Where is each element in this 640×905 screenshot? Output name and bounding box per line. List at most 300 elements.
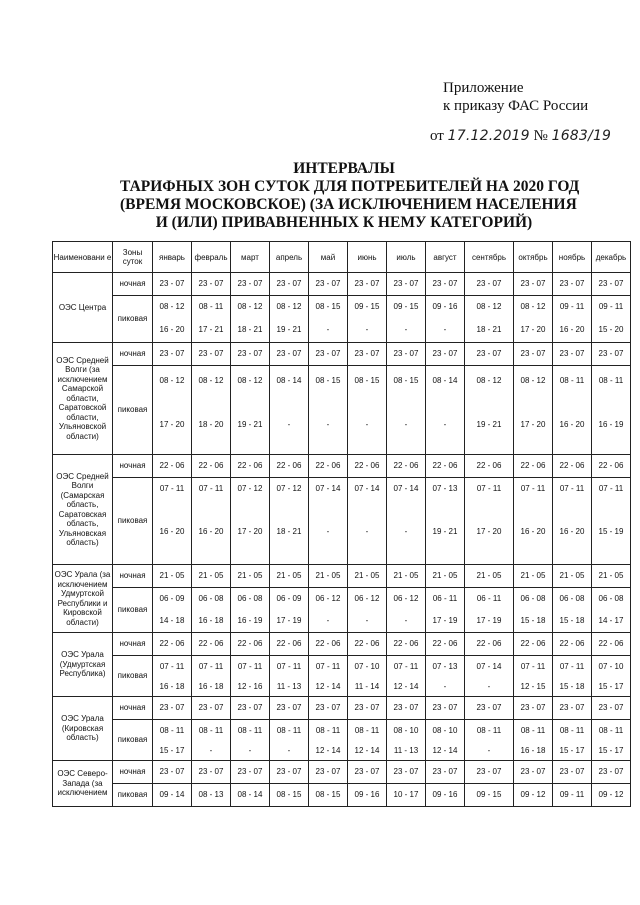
- order-prefix: от: [430, 128, 444, 144]
- month-cell: [426, 588, 465, 633]
- month-cell: 21 - 05: [231, 565, 270, 588]
- month-cell: 23 - 07: [387, 343, 426, 366]
- month-cell: [270, 720, 309, 761]
- title-line-4: И (ИЛИ) ПРИВАВНЕННЫХ К НЕМУ КАТЕГОРИЙ): [155, 214, 533, 231]
- month-cell: 08 - 14: [231, 784, 270, 807]
- title-line-1: ИНТЕРВАЛЫ: [293, 160, 395, 177]
- interval-value: -: [365, 616, 369, 625]
- month-cell: [553, 720, 592, 761]
- month-cell: 23 - 07: [309, 273, 348, 296]
- interval-value: -: [248, 745, 252, 755]
- month-cell: [192, 720, 231, 761]
- month-cell: 23 - 07: [553, 761, 592, 784]
- month-cell: 21 - 05: [270, 565, 309, 588]
- month-cell: [270, 656, 309, 697]
- month-cell: [465, 720, 514, 761]
- table-row: [53, 633, 631, 656]
- table-row: [53, 343, 631, 366]
- region-name: ОЭС Урала (Кировская область): [53, 697, 113, 761]
- interval-value: 17 - 19: [476, 616, 502, 625]
- interval-value: 08 - 10: [393, 725, 419, 735]
- region-name: ОЭС Средней Волги (за исключением Самарской области, Саратовской области, Ульяновской области): [53, 343, 113, 455]
- interval-value: 11 - 13: [276, 682, 302, 691]
- month-cell: 22 - 06: [553, 455, 592, 478]
- column-header: февраль: [192, 242, 231, 273]
- month-cell: 21 - 05: [465, 565, 514, 588]
- column-header: март: [231, 242, 270, 273]
- month-cell: 23 - 07: [514, 761, 553, 784]
- month-cell: [592, 366, 631, 455]
- zone-name: ночная: [113, 273, 153, 296]
- month-cell: [309, 366, 348, 455]
- month-cell: [592, 656, 631, 697]
- interval-value: 15 - 19: [598, 527, 624, 536]
- month-cell: 23 - 07: [553, 343, 592, 366]
- month-cell: 22 - 06: [514, 633, 553, 656]
- month-cell: [514, 720, 553, 761]
- month-cell: [348, 656, 387, 697]
- interval-value: 15 - 18: [559, 682, 585, 691]
- month-cell: [387, 478, 426, 565]
- interval-value: 16 - 19: [598, 420, 624, 429]
- column-header: август: [426, 242, 465, 273]
- month-cell: 23 - 07: [426, 761, 465, 784]
- interval-value: 08 - 11: [559, 376, 585, 385]
- table-body: [53, 242, 631, 807]
- month-cell: 22 - 06: [348, 455, 387, 478]
- interval-value: 07 - 11: [237, 662, 263, 671]
- month-cell: 09 - 14: [153, 784, 192, 807]
- month-cell: 21 - 05: [553, 565, 592, 588]
- region-name: ОЭС Средней Волги (Самарская область, Саратовская область, Ульяновская область): [53, 455, 113, 565]
- interval-value: 17 - 21: [198, 324, 224, 334]
- table-row: [53, 588, 631, 633]
- month-cell: 21 - 05: [514, 565, 553, 588]
- interval-value: 07 - 14: [393, 484, 419, 493]
- interval-value: 08 - 11: [315, 725, 341, 735]
- zone-name: ночная: [113, 761, 153, 784]
- table-row: [53, 720, 631, 761]
- month-cell: [387, 656, 426, 697]
- interval-value: 07 - 12: [237, 484, 263, 493]
- zone-name: ночная: [113, 633, 153, 656]
- month-cell: 09 - 11: [553, 784, 592, 807]
- interval-value: 08 - 15: [315, 301, 341, 311]
- interval-value: 06 - 12: [315, 594, 341, 603]
- interval-value: -: [443, 682, 447, 691]
- month-cell: [348, 588, 387, 633]
- interval-value: 12 - 14: [315, 682, 341, 691]
- month-cell: 09 - 16: [348, 784, 387, 807]
- month-cell: 23 - 07: [270, 761, 309, 784]
- month-cell: 22 - 06: [426, 633, 465, 656]
- interval-value: 16 - 18: [198, 616, 224, 625]
- interval-value: 07 - 11: [598, 484, 624, 493]
- interval-value: -: [326, 527, 330, 536]
- interval-value: -: [287, 420, 291, 429]
- month-cell: 22 - 06: [231, 633, 270, 656]
- month-cell: [387, 588, 426, 633]
- month-cell: [514, 588, 553, 633]
- month-cell: 08 - 15: [270, 784, 309, 807]
- table-row: [53, 296, 631, 343]
- order-number-label: №: [533, 128, 548, 144]
- month-cell: 23 - 07: [231, 761, 270, 784]
- month-cell: [153, 588, 192, 633]
- month-cell: 22 - 06: [231, 455, 270, 478]
- interval-value: 12 - 15: [520, 682, 546, 691]
- month-cell: [153, 296, 192, 343]
- interval-value: 19 - 21: [432, 527, 458, 536]
- interval-value: 08 - 12: [237, 376, 263, 385]
- month-cell: [465, 366, 514, 455]
- interval-value: 07 - 11: [198, 662, 224, 671]
- title-line-3: (ВРЕМЯ МОСКОВСКОЕ) (ЗА ИСКЛЮЧЕНИЕМ НАСЕЛЕНИЯ: [120, 196, 577, 213]
- month-cell: 23 - 07: [553, 273, 592, 296]
- interval-value: 07 - 11: [520, 484, 546, 493]
- month-cell: [231, 366, 270, 455]
- month-cell: 22 - 06: [192, 633, 231, 656]
- interval-value: 15 - 18: [520, 616, 546, 625]
- month-cell: 23 - 07: [153, 697, 192, 720]
- interval-value: 11 - 13: [393, 745, 419, 755]
- interval-value: -: [404, 616, 408, 625]
- interval-value: -: [326, 324, 330, 334]
- interval-value: 16 - 18: [520, 745, 546, 755]
- interval-value: 06 - 09: [276, 594, 302, 603]
- interval-value: 09 - 15: [393, 301, 419, 311]
- month-cell: 23 - 07: [514, 343, 553, 366]
- month-cell: 22 - 06: [387, 633, 426, 656]
- month-cell: [231, 296, 270, 343]
- interval-value: 16 - 20: [520, 527, 546, 536]
- interval-value: 08 - 11: [354, 725, 380, 735]
- column-header: Наименовани е: [53, 242, 113, 273]
- month-cell: [309, 656, 348, 697]
- month-cell: [592, 478, 631, 565]
- interval-value: 08 - 11: [520, 725, 546, 735]
- month-cell: 22 - 06: [348, 633, 387, 656]
- month-cell: 23 - 07: [270, 273, 309, 296]
- interval-value: 07 - 11: [159, 484, 185, 493]
- month-cell: 23 - 07: [426, 343, 465, 366]
- month-cell: 23 - 07: [553, 697, 592, 720]
- month-cell: 23 - 07: [592, 273, 631, 296]
- interval-value: 16 - 20: [559, 420, 585, 429]
- month-cell: 22 - 06: [426, 455, 465, 478]
- month-cell: 08 - 13: [192, 784, 231, 807]
- month-cell: [465, 296, 514, 343]
- month-cell: 23 - 07: [387, 761, 426, 784]
- month-cell: [348, 478, 387, 565]
- month-cell: 22 - 06: [309, 633, 348, 656]
- month-cell: 08 - 15: [309, 784, 348, 807]
- interval-value: 08 - 12: [520, 376, 546, 385]
- order-number: 1683/19: [551, 128, 612, 144]
- table-row: [53, 565, 631, 588]
- month-cell: 22 - 06: [514, 455, 553, 478]
- interval-value: -: [404, 527, 408, 536]
- interval-value: 19 - 21: [476, 420, 502, 429]
- interval-value: 15 - 17: [598, 745, 624, 755]
- month-cell: 22 - 06: [270, 633, 309, 656]
- month-cell: 23 - 07: [592, 343, 631, 366]
- interval-value: -: [287, 745, 291, 755]
- column-header: декабрь: [592, 242, 631, 273]
- month-cell: [309, 296, 348, 343]
- month-cell: 09 - 16: [426, 784, 465, 807]
- month-cell: 23 - 07: [348, 761, 387, 784]
- month-cell: 23 - 07: [153, 343, 192, 366]
- month-cell: 22 - 06: [192, 455, 231, 478]
- interval-value: 07 - 14: [476, 662, 502, 671]
- interval-value: 08 - 10: [432, 725, 458, 735]
- interval-value: 12 - 16: [237, 682, 263, 691]
- interval-value: 12 - 14: [354, 745, 380, 755]
- column-header: апрель: [270, 242, 309, 273]
- interval-value: 08 - 12: [159, 301, 185, 311]
- month-cell: [231, 720, 270, 761]
- month-cell: 22 - 06: [153, 633, 192, 656]
- region-name: ОЭС Урала (за исключением Удмуртской Республики и Кировской области): [53, 565, 113, 633]
- month-cell: 23 - 07: [426, 697, 465, 720]
- month-cell: [270, 478, 309, 565]
- interval-value: 07 - 11: [198, 484, 224, 493]
- table-row: [53, 697, 631, 720]
- interval-value: 17 - 19: [276, 616, 302, 625]
- month-cell: 09 - 12: [592, 784, 631, 807]
- month-cell: [153, 366, 192, 455]
- interval-value: 08 - 12: [237, 301, 263, 311]
- month-cell: [592, 720, 631, 761]
- month-cell: [553, 588, 592, 633]
- column-header: май: [309, 242, 348, 273]
- month-cell: [592, 588, 631, 633]
- zone-name: ночная: [113, 565, 153, 588]
- month-cell: 23 - 07: [514, 273, 553, 296]
- month-cell: [192, 656, 231, 697]
- month-cell: 23 - 07: [514, 697, 553, 720]
- month-cell: 21 - 05: [348, 565, 387, 588]
- region-name: ОЭС Урала (Удмуртская Республика): [53, 633, 113, 697]
- month-cell: [387, 296, 426, 343]
- interval-value: 12 - 14: [432, 745, 458, 755]
- month-cell: 22 - 06: [592, 455, 631, 478]
- interval-value: 17 - 20: [520, 324, 546, 334]
- month-cell: [387, 366, 426, 455]
- month-cell: 23 - 07: [465, 343, 514, 366]
- month-cell: 21 - 05: [426, 565, 465, 588]
- interval-value: 18 - 20: [198, 420, 224, 429]
- column-header: июнь: [348, 242, 387, 273]
- interval-value: -: [487, 682, 491, 691]
- interval-value: 08 - 12: [476, 301, 502, 311]
- zone-name: пиковая: [113, 784, 153, 807]
- title-line-2: ТАРИФНЫХ ЗОН СУТОК ДЛЯ ПОТРЕБИТЕЛЕЙ НА 2020 ГОД: [120, 178, 580, 195]
- interval-value: -: [365, 527, 369, 536]
- month-cell: 23 - 07: [387, 697, 426, 720]
- interval-value: 08 - 11: [559, 725, 585, 735]
- interval-value: 06 - 12: [393, 594, 419, 603]
- interval-value: 15 - 17: [598, 682, 624, 691]
- month-cell: 23 - 07: [309, 761, 348, 784]
- interval-value: -: [326, 420, 330, 429]
- interval-value: 07 - 11: [476, 484, 502, 493]
- interval-value: 06 - 11: [432, 594, 458, 603]
- month-cell: [514, 296, 553, 343]
- interval-value: 07 - 11: [559, 662, 585, 671]
- month-cell: [465, 478, 514, 565]
- interval-value: 08 - 11: [237, 725, 263, 735]
- table-row: [53, 455, 631, 478]
- interval-value: -: [404, 324, 408, 334]
- month-cell: 23 - 07: [192, 273, 231, 296]
- column-header: июль: [387, 242, 426, 273]
- interval-value: -: [209, 745, 213, 755]
- appendix-block: [443, 79, 588, 115]
- month-cell: 23 - 07: [270, 343, 309, 366]
- interval-value: 07 - 11: [159, 662, 185, 671]
- interval-value: -: [404, 420, 408, 429]
- month-cell: [309, 478, 348, 565]
- interval-value: 17 - 20: [159, 420, 185, 429]
- month-cell: [153, 478, 192, 565]
- month-cell: 23 - 07: [192, 697, 231, 720]
- zone-name: пиковая: [113, 720, 153, 761]
- month-cell: [465, 656, 514, 697]
- interval-value: 08 - 14: [276, 376, 302, 385]
- month-cell: [309, 588, 348, 633]
- interval-value: 08 - 14: [432, 376, 458, 385]
- month-cell: 22 - 06: [465, 455, 514, 478]
- interval-value: 06 - 11: [476, 594, 502, 603]
- month-cell: [192, 366, 231, 455]
- interval-value: 14 - 17: [598, 616, 624, 625]
- month-cell: 22 - 06: [465, 633, 514, 656]
- month-cell: 21 - 05: [387, 565, 426, 588]
- month-cell: [153, 656, 192, 697]
- month-cell: 23 - 07: [309, 697, 348, 720]
- interval-value: 07 - 11: [276, 662, 302, 671]
- interval-value: 06 - 08: [559, 594, 585, 603]
- interval-value: 07 - 10: [598, 662, 624, 671]
- interval-value: 12 - 14: [315, 745, 341, 755]
- month-cell: 23 - 07: [387, 273, 426, 296]
- interval-value: 06 - 12: [354, 594, 380, 603]
- month-cell: 23 - 07: [348, 273, 387, 296]
- month-cell: [514, 656, 553, 697]
- zone-name: ночная: [113, 455, 153, 478]
- interval-value: 17 - 20: [520, 420, 546, 429]
- month-cell: 22 - 06: [153, 455, 192, 478]
- region-name: ОЭС Северо-Запада (за исключением: [53, 761, 113, 807]
- month-cell: [348, 366, 387, 455]
- interval-value: -: [326, 616, 330, 625]
- zone-name: ночная: [113, 697, 153, 720]
- interval-value: 08 - 12: [276, 301, 302, 311]
- interval-value: 08 - 11: [198, 301, 224, 311]
- interval-value: 16 - 20: [559, 324, 585, 334]
- month-cell: 09 - 12: [514, 784, 553, 807]
- interval-value: 14 - 18: [159, 616, 185, 625]
- interval-value: -: [487, 745, 491, 755]
- month-cell: 10 - 17: [387, 784, 426, 807]
- month-cell: [465, 588, 514, 633]
- interval-value: -: [443, 420, 447, 429]
- interval-value: 19 - 21: [237, 420, 263, 429]
- month-cell: 23 - 07: [192, 761, 231, 784]
- interval-value: 11 - 14: [354, 682, 380, 691]
- interval-value: 08 - 11: [598, 376, 624, 385]
- zone-name: пиковая: [113, 296, 153, 343]
- month-cell: 23 - 07: [153, 273, 192, 296]
- column-header: январь: [153, 242, 192, 273]
- interval-value: 08 - 11: [598, 725, 624, 735]
- month-cell: [553, 296, 592, 343]
- table-row: [53, 761, 631, 784]
- appendix-line-2: к приказу ФАС России: [443, 98, 589, 114]
- zone-name: пиковая: [113, 588, 153, 633]
- table-row: [53, 656, 631, 697]
- month-cell: 23 - 07: [153, 761, 192, 784]
- interval-value: 12 - 14: [393, 682, 419, 691]
- interval-value: 08 - 15: [393, 376, 419, 385]
- interval-value: 08 - 12: [159, 376, 185, 385]
- month-cell: 23 - 07: [465, 697, 514, 720]
- column-header: сентябрь: [465, 242, 514, 273]
- month-cell: 23 - 07: [348, 343, 387, 366]
- table-row: [53, 478, 631, 565]
- interval-value: 09 - 11: [598, 301, 624, 311]
- interval-value: 18 - 21: [476, 324, 502, 334]
- interval-value: 08 - 12: [198, 376, 224, 385]
- interval-value: 06 - 08: [598, 594, 624, 603]
- interval-value: 16 - 20: [198, 527, 224, 536]
- interval-value: 17 - 20: [237, 527, 263, 536]
- order-reference: [430, 128, 611, 145]
- interval-value: 07 - 12: [276, 484, 302, 493]
- interval-value: 09 - 16: [432, 301, 458, 311]
- column-header: октябрь: [514, 242, 553, 273]
- month-cell: 23 - 07: [348, 697, 387, 720]
- interval-value: 09 - 11: [559, 301, 585, 311]
- month-cell: 22 - 06: [592, 633, 631, 656]
- month-cell: [348, 296, 387, 343]
- interval-value: 16 - 18: [198, 682, 224, 691]
- month-cell: [348, 720, 387, 761]
- interval-value: 19 - 21: [276, 324, 302, 334]
- interval-value: 15 - 17: [159, 745, 185, 755]
- zone-name: пиковая: [113, 656, 153, 697]
- month-cell: [514, 478, 553, 565]
- interval-value: 15 - 20: [598, 324, 624, 334]
- interval-value: 08 - 11: [276, 725, 302, 735]
- month-cell: [592, 296, 631, 343]
- interval-value: 07 - 13: [432, 662, 458, 671]
- zone-name: пиковая: [113, 366, 153, 455]
- interval-value: 18 - 21: [276, 527, 302, 536]
- table-row: [53, 784, 631, 807]
- month-cell: 21 - 05: [192, 565, 231, 588]
- interval-value: 07 - 14: [354, 484, 380, 493]
- month-cell: [426, 478, 465, 565]
- table-row: [53, 366, 631, 455]
- interval-value: 18 - 21: [237, 324, 263, 334]
- interval-value: 15 - 18: [559, 616, 585, 625]
- month-cell: 23 - 07: [592, 761, 631, 784]
- month-cell: [426, 656, 465, 697]
- month-cell: [426, 720, 465, 761]
